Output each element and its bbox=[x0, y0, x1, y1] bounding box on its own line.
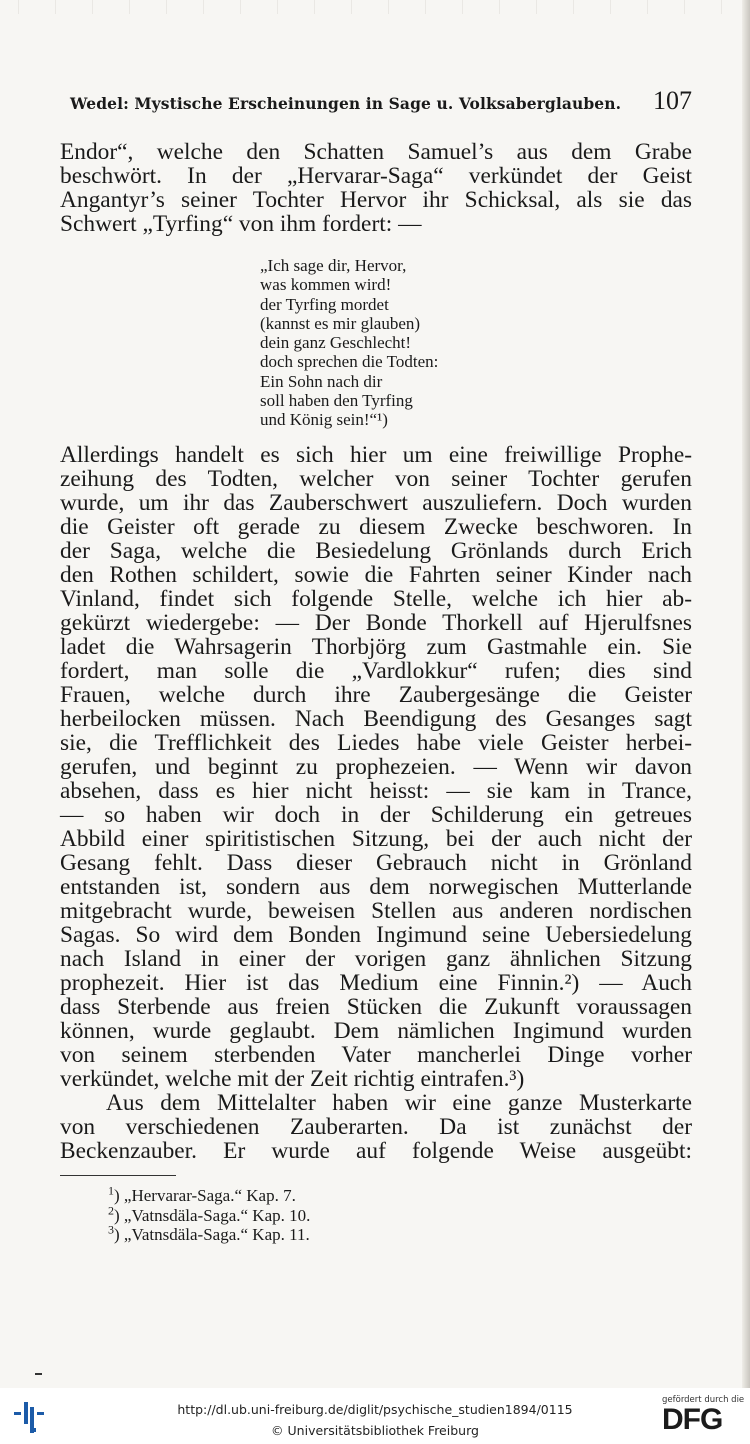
text-line: sie, die Trefflichkeit des Liedes habe viele Geister herbei- bbox=[60, 730, 692, 756]
footnote: $^1$) „Hervarar-Saga.“ Kap. 7. bbox=[108, 1183, 296, 1205]
text-line: — so haben wir doch in der Schilderung ein getreues bbox=[60, 802, 692, 828]
footnotes bbox=[108, 1183, 311, 1245]
text-line: wurde, um ihr das Zauberschwert auszuliefern. Doch wurden bbox=[60, 490, 692, 516]
paragraph-1 bbox=[60, 140, 692, 236]
poem-line: (kannst es mir glauben) bbox=[260, 313, 421, 333]
footnote-mark: 1 bbox=[108, 1183, 114, 1198]
text-line: dass Sterbende aus freien Stücken die Zukunft voraussagen bbox=[60, 994, 692, 1020]
footnote-mark: 2 bbox=[108, 1202, 114, 1217]
poem-line: Ein Sohn nach dir bbox=[260, 371, 383, 391]
text-line: können, wurde geglaubt. Dem nämlichen Ingimund wurden bbox=[60, 1018, 692, 1044]
text-line: beschwört. In der „Hervarar-Saga“ verkündet der Geist bbox=[60, 163, 692, 189]
poem-quotation bbox=[260, 256, 438, 430]
text-line: absehen, dass es hier nicht heisst: — sie kam in Trance, bbox=[60, 778, 692, 804]
footnote-text: „Hervarar-Saga.“ Kap. 7. bbox=[123, 1186, 296, 1205]
page-edge-shadow bbox=[742, 0, 750, 1390]
scan-mark bbox=[35, 1373, 42, 1375]
source-url-link[interactable]: http://dl.ub.uni-freiburg.de/diglit/psychische_studien1894/0115 bbox=[177, 1402, 573, 1417]
poem-line: „Ich sage dir, Hervor, bbox=[260, 256, 407, 275]
poem-line: und König sein!“¹) bbox=[260, 410, 388, 430]
text-line: Beckenzauber. Er wurde auf folgende Weise ausgeübt: bbox=[60, 1138, 692, 1164]
poem-line: der Tyrfing mordet bbox=[260, 294, 389, 314]
text-line: die Geister oft gerade zu diesem Zwecke beschworen. In bbox=[60, 514, 692, 540]
text-line: der Saga, welche die Besiedelung Grönlands durch Erich bbox=[60, 538, 692, 564]
running-title: Wedel: Mystische Erscheinungen in Sage u. Volksaberglauben. bbox=[70, 94, 622, 113]
text-line: gerufen, und beginnt zu prophezeien. — Wenn wir davon bbox=[60, 754, 692, 780]
text-line: Schwert „Tyrfing“ von ihm fordert: — bbox=[60, 211, 422, 237]
paragraph-2 bbox=[60, 443, 692, 1163]
poem-line: soll haben den Tyrfing bbox=[260, 391, 413, 411]
dfg-funding-logo[interactable] bbox=[662, 1395, 744, 1441]
text-line: entstanden ist, sondern aus dem norwegischen Mutterlande bbox=[60, 874, 692, 900]
text-line: den Rothen schildert, sowie die Fahrten seiner Kinder nach bbox=[60, 562, 692, 588]
funding-caption: gefördert durch die bbox=[662, 1395, 745, 1405]
poem-line: doch sprechen die Todten: bbox=[260, 352, 439, 372]
scan-edge bbox=[0, 0, 750, 14]
text-line: nach Island in einer der vorigen ganz ähnlichen Sitzung bbox=[60, 946, 692, 972]
footnote-text: „Vatnsdäla-Saga.“ Kap. 11. bbox=[123, 1225, 310, 1244]
text-line: von seinem sterbenden Vater mancherlei Dinge vorher bbox=[60, 1042, 692, 1068]
text-line: Abbild einer spiritistischen Sitzung, bei der auch nicht der bbox=[60, 826, 692, 852]
text-line: von verschiedenen Zauberarten. Da ist zunächst der bbox=[60, 1114, 692, 1140]
footnote: $^2$) „Vatnsdäla-Saga.“ Kap. 10. bbox=[108, 1202, 311, 1225]
text-line: prophezeit. Hier ist das Medium eine Finnin.²) — Auch bbox=[60, 970, 692, 996]
text-line: ladet die Wahrsagerin Thorbjörg zum Gastmahle ein. Sie bbox=[60, 634, 692, 660]
text-line: Angantyr’s seiner Tochter Hervor ihr Schicksal, als sie das bbox=[60, 187, 692, 213]
page-number: 107 bbox=[653, 86, 692, 115]
text-line: mitgebracht wurde, beweisen Stellen aus anderen nordischen bbox=[60, 898, 692, 924]
text-line: zeihung des Todten, welcher von seiner Tochter gerufen bbox=[60, 466, 692, 492]
text-line: Endor“, welche den Schatten Samuel’s aus dem Grabe bbox=[60, 139, 692, 165]
footnote-divider bbox=[60, 1175, 176, 1176]
text-line: fordert, man solle die „Vardlokkur“ rufen; dies sind bbox=[60, 658, 692, 684]
text-line: Sagas. So wird dem Bonden Ingimund seine Uebersiedelung bbox=[60, 922, 692, 948]
dfg-logo-icon: DFG bbox=[662, 1403, 723, 1436]
poem-line: was kommen wird! bbox=[260, 275, 392, 295]
footnote-mark: 3 bbox=[108, 1222, 114, 1237]
footnote-text: „Vatnsdäla-Saga.“ Kap. 10. bbox=[123, 1205, 311, 1225]
text-line: Vinland, findet sich folgende Stelle, welche ich hier ab- bbox=[60, 586, 692, 612]
footnote: $^3$) „Vatnsdäla-Saga.“ Kap. 11. bbox=[108, 1222, 310, 1244]
text-line: gekürzt wiedergebe: — Der Bonde Thorkell auf Hjerulfsnes bbox=[60, 610, 692, 636]
poem-line: dein ganz Geschlecht! bbox=[260, 333, 412, 353]
text-line: herbeilocken müssen. Nach Beendigung des Gesanges sagt bbox=[60, 706, 692, 732]
text-line: Gesang fehlt. Dass dieser Gebrauch nicht in Grönland bbox=[60, 850, 692, 876]
text-line: Frauen, welche durch ihre Zaubergesänge die Geister bbox=[60, 682, 692, 708]
text-line: Aus dem Mittelalter haben wir eine ganze Musterkarte bbox=[106, 1090, 692, 1116]
text-line: verkündet, welche mit der Zeit richtig eintrafen.³) bbox=[60, 1066, 525, 1092]
text-line: Allerdings handelt es sich hier um eine freiwillige Prophe- bbox=[60, 442, 692, 468]
running-header bbox=[70, 88, 692, 114]
copyright-notice: © Universitätsbibliothek Freiburg bbox=[271, 1423, 479, 1438]
